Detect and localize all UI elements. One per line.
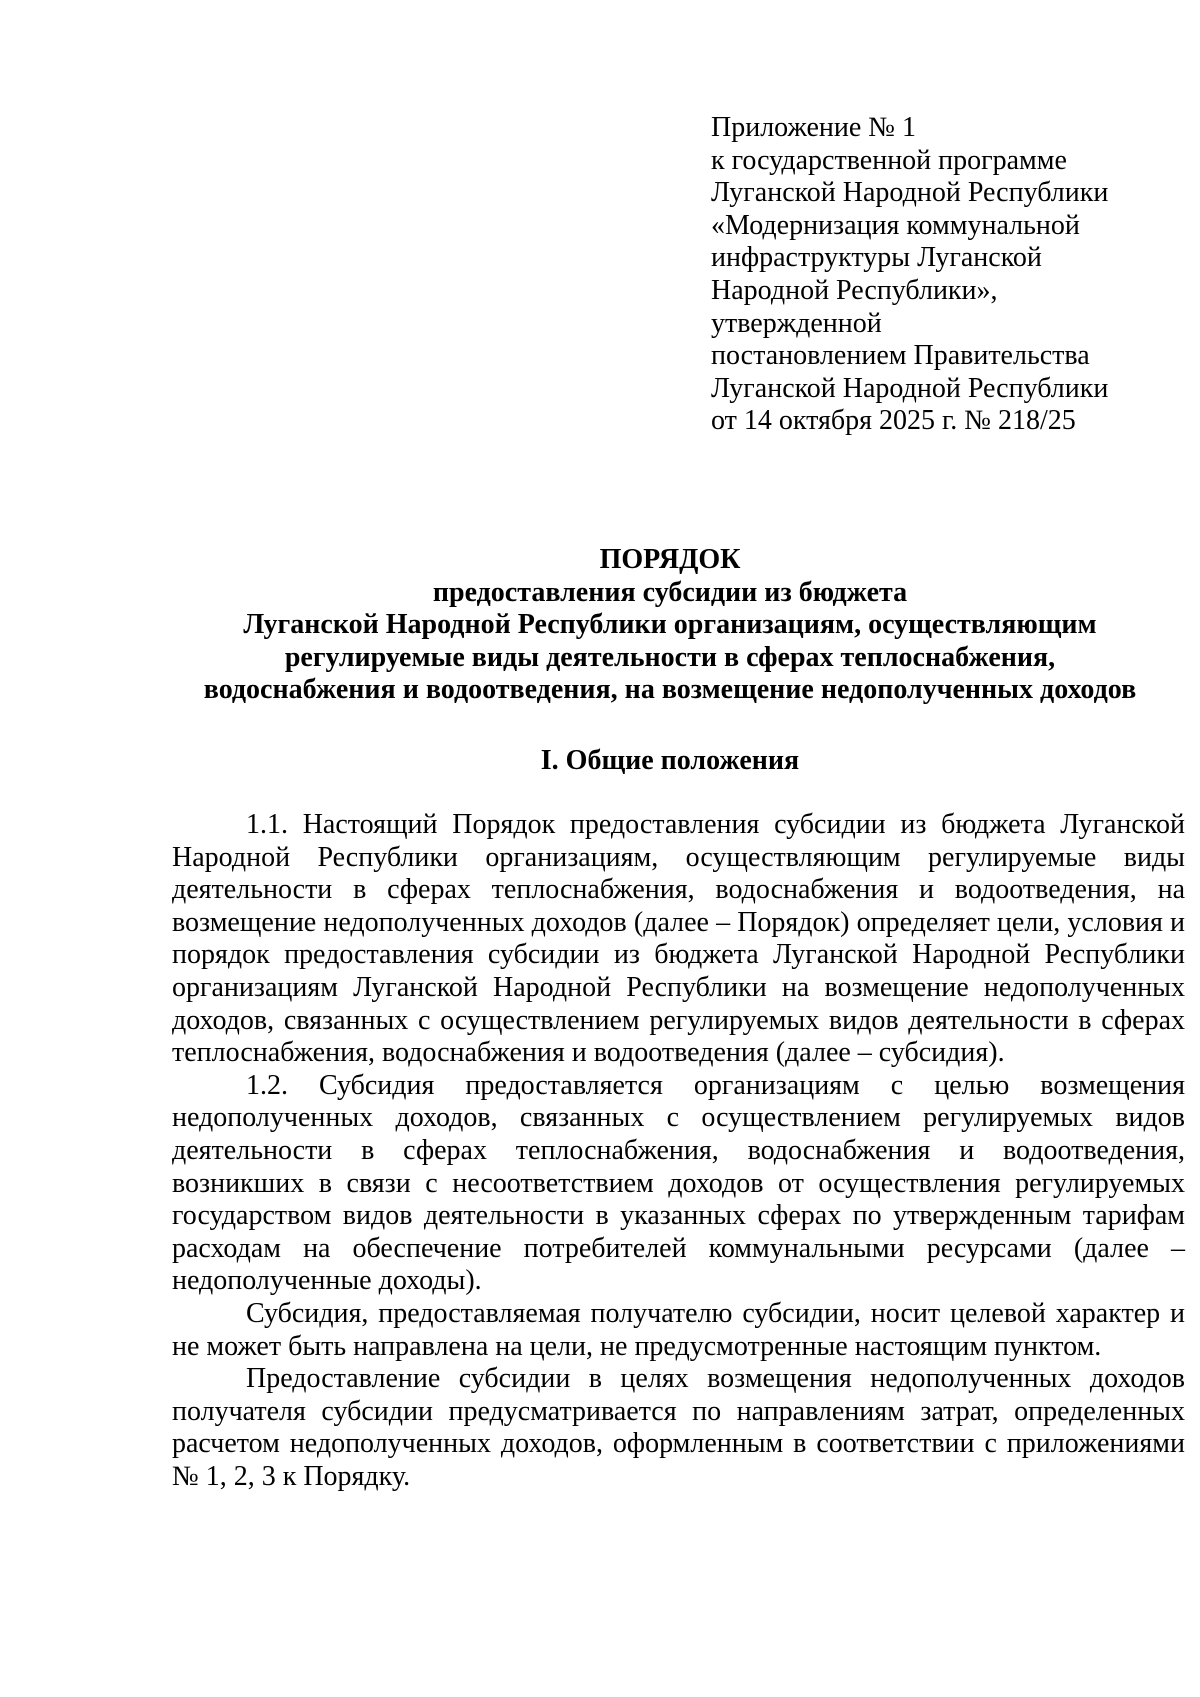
appendix-line: утвержденной [711, 307, 882, 339]
appendix-line: от 14 октября 2025 г. № 218/25 [711, 405, 1076, 437]
document-subtitle-line: предоставления субсидии из бюджета [432, 576, 908, 608]
document-subtitle-line: регулируемые виды деятельности в сферах теплоснабжения, [284, 641, 1056, 673]
appendix-block [711, 112, 1171, 438]
document-title: ПОРЯДОК [599, 544, 741, 575]
paragraph: Предоставление субсидии в целях возмещения недополученных доходов получателя субсидии предусматривается по направлениям затрат, определенных расчетом недополученных доходов, оформленным в соответствии с приложениями № 1, 2, 3 к Порядку. [172, 1363, 1185, 1492]
appendix-line: инфраструктуры Луганской [711, 242, 1042, 274]
document-heading [150, 544, 1190, 707]
appendix-line: постановлением Правительства [711, 340, 1090, 372]
section-title: I. Общие положения [540, 745, 800, 776]
appendix-line: Луганской Народной Республики [711, 372, 1109, 404]
document-subtitle-line: Луганской Народной Республики организациям, осуществляющим [243, 609, 1097, 641]
appendix-line: Луганской Народной Республики [711, 177, 1109, 209]
paragraph: 1.2. Субсидия предоставляется организациям с целью возмещения недополученных доходов, связанных с осуществлением регулируемых видов деятельности в сферах теплоснабжения, водоснабжения и водоотведения, возникших в связи с несоответствием доходов от осуществления регулируемых государством видов деятельности в указанных сферах по утвержденным тарифам расходам на обеспечение потребителей коммунальными ресурсами (далее – недополученные доходы). [172, 1069, 1185, 1297]
paragraph: 1.1. Настоящий Порядок предоставления субсидии из бюджета Луганской Народной Республики организациям, осуществляющим регулируемые виды деятельности в сферах теплоснабжения, водоснабжения и водоотведения, на возмещение недополученных доходов (далее – Порядок) определяет цели, условия и порядок предоставления субсидии из бюджета Луганской Народной Республики организациям Луганской Народной Республики на возмещение недополученных доходов, связанных с осуществлением регулируемых видов деятельности в сферах теплоснабжения, водоснабжения и водоотведения (далее – субсидия). [172, 809, 1185, 1069]
document-body [172, 809, 1185, 1493]
document-subtitle-line: водоснабжения и водоотведения, на возмещение недополученных доходов [203, 674, 1137, 706]
appendix-line: к государственной программе [711, 144, 1067, 176]
appendix-line: Приложение № 1 [711, 112, 916, 143]
paragraph: Субсидия, предоставляемая получателю субсидии, носит целевой характер и не может быть направлена на цели, не предусмотренные настоящим пунктом. [172, 1297, 1185, 1362]
appendix-line: «Модернизация коммунальной [711, 209, 1080, 241]
appendix-line: Народной Республики», [711, 274, 998, 306]
